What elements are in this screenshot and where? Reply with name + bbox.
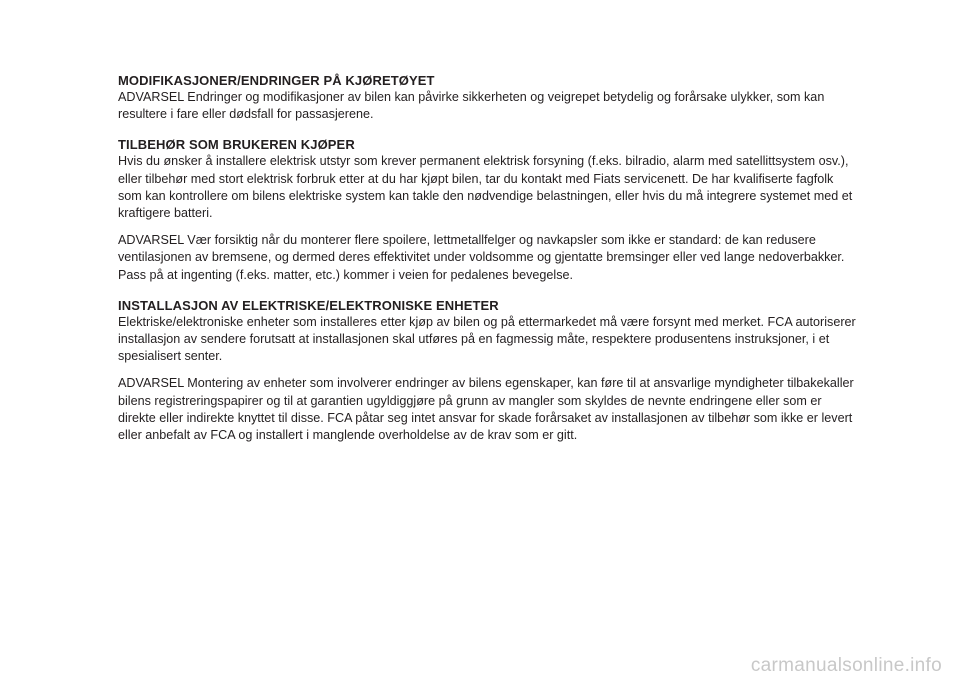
section-modifications bbox=[118, 72, 858, 123]
body-paragraph: Elektriske/elektroniske enheter som installeres etter kjøp av bilen og på ettermarkedet må være forsynt med merket. FCA autoriserer installasjon av sendere forutsatt at installasjonen skal utføres på en fagmessig måte, respektere produsentens instruksjoner, i et spesialisert senter. bbox=[118, 314, 856, 364]
paragraph-spacer bbox=[118, 222, 858, 232]
section-spacer bbox=[118, 284, 858, 297]
paragraph-spacer bbox=[118, 365, 858, 375]
watermark: carmanualsonline.info bbox=[750, 655, 942, 676]
warning-paragraph: ADVARSEL Endringer og modifikasjoner av bilen kan påvirke sikkerheten og veigrepet betydelig og forårsake ulykker, som kan resultere i fare eller dødsfall for passasjerene. bbox=[118, 90, 825, 122]
section-spacer bbox=[118, 123, 858, 136]
warning-paragraph: ADVARSEL Montering av enheter som involverer endringer av bilens egenskaper, kan føre til at ansvarlige myndigheter tilbakekaller bilens registreringspapirer og til at garantien ugyldiggjøre på grunn av mangler som skyldes de nevnte endringene eller som er direkte eller indirekte knyttet til disse. FCA påtar seg intet ansvar for skade forårsaket av installasjonen av tilbehør som ikke er levert eller anbefalt av FCA og installert i manglende overholdelse av de krav som er gitt. bbox=[118, 376, 854, 443]
section-heading: TILBEHØR SOM BRUKEREN KJØPER bbox=[118, 137, 355, 153]
manual-page bbox=[118, 72, 858, 444]
section-heading: INSTALLASJON AV ELEKTRISKE/ELEKTRONISKE ENHETER bbox=[118, 297, 499, 313]
body-paragraph: Hvis du ønsker å installere elektrisk utstyr som krever permanent elektrisk forsyning (f.eks. bilradio, alarm med satellittsystem osv.), eller tilbehør med stort elektrisk forbruk etter at du har kjøpt bilen, tar du kontakt med Fiats servicenett. De har kvalifiserte fagfolk som kan kontrollere om bilens elektriske system kan takle den nødvendige belastningen, eller hvis du må integrere systemet med et kraftigere batteri. bbox=[118, 154, 853, 221]
section-heading: MODIFIKASJONER/ENDRINGER PÅ KJØRETØYET bbox=[118, 73, 435, 88]
section-accessories bbox=[118, 136, 858, 283]
warning-paragraph: ADVARSEL Vær forsiktig når du monterer flere spoilere, lettmetallfelger og navkapsler som ikke er standard: de kan redusere ventilasjonen av bremsene, og dermed deres effektivitet under voldsomme og gjentatte bremsinger eller ved lange nedoverbakker. Pass på at ingenting (f.eks. matter, etc.) kommer i veien for pedalenes bevegelse. bbox=[118, 233, 845, 282]
section-electrical-devices bbox=[118, 297, 858, 444]
